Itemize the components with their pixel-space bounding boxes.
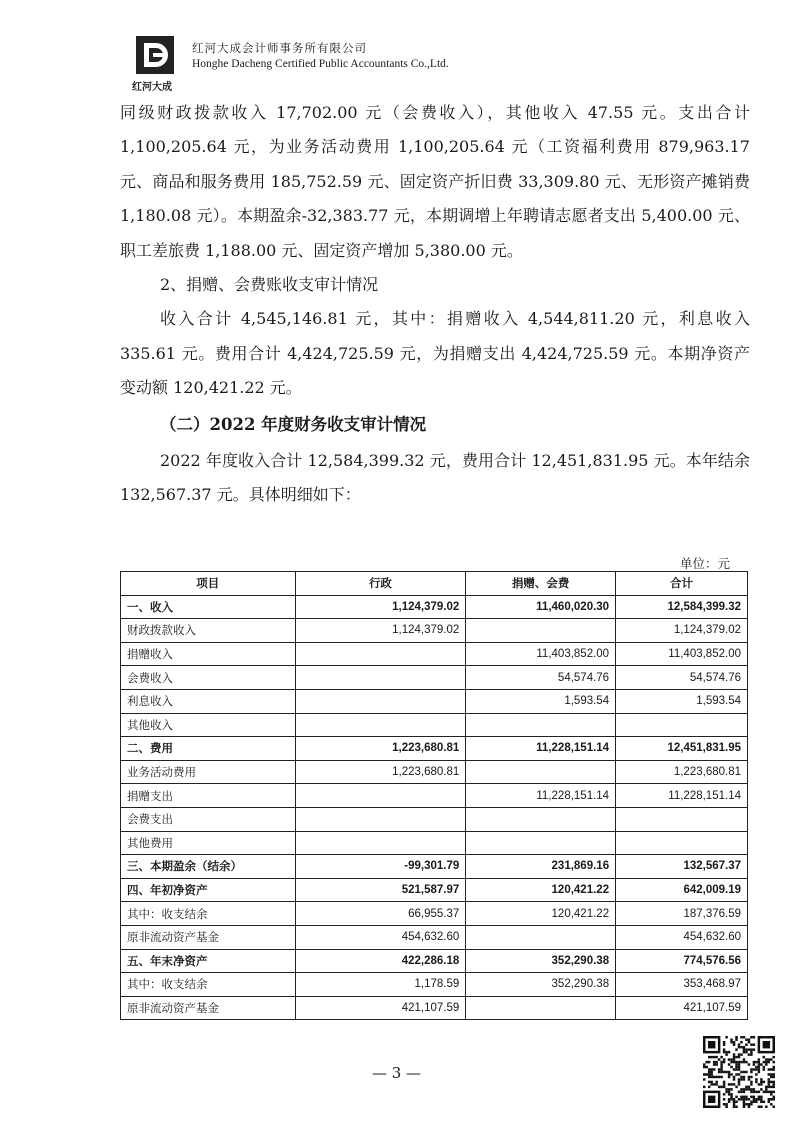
row-label-cell: 财政拨款收入	[121, 619, 296, 643]
value-cell: 1,124,379.02	[616, 619, 748, 643]
financial-table	[120, 571, 748, 1020]
report-body	[120, 96, 750, 512]
row-label-cell: 会费支出	[121, 807, 296, 831]
value-cell: 120,421.22	[466, 878, 616, 902]
value-cell: -99,301.79	[295, 855, 466, 879]
value-cell	[295, 713, 466, 737]
table-row	[121, 713, 748, 737]
row-label-cell: 一、收入	[121, 595, 296, 619]
table-row	[121, 949, 748, 973]
row-label-cell: 利息收入	[121, 689, 296, 713]
value-cell	[466, 713, 616, 737]
table-header-row	[121, 572, 748, 596]
value-cell: 132,567.37	[616, 855, 748, 879]
value-cell: 1,223,680.81	[295, 737, 466, 761]
value-cell	[295, 807, 466, 831]
value-cell	[466, 807, 616, 831]
table-row	[121, 973, 748, 997]
value-cell: 1,223,680.81	[295, 760, 466, 784]
value-cell: 353,468.97	[616, 973, 748, 997]
table-row	[121, 831, 748, 855]
value-cell	[466, 831, 616, 855]
value-cell: 11,228,151.14	[466, 737, 616, 761]
value-cell	[616, 831, 748, 855]
logo-caption: 红河大成	[132, 82, 172, 93]
table-unit-label: 单位：元	[679, 556, 730, 571]
row-label-cell: 会费收入	[121, 666, 296, 690]
table-row	[121, 689, 748, 713]
value-cell: 12,584,399.32	[616, 595, 748, 619]
value-cell	[466, 760, 616, 784]
table-row	[121, 666, 748, 690]
value-cell	[466, 619, 616, 643]
value-cell: 66,955.37	[295, 902, 466, 926]
value-cell: 11,228,151.14	[466, 784, 616, 808]
row-label-cell: 其他费用	[121, 831, 296, 855]
paragraph-donation-summary: 收入合计 4,545,146.81 元，其中：捐赠收入 4,544,811.20 元，利息收入 335.61 元。费用合计 4,424,725.59 元，为捐赠支出 4,424,725.59 元。本期净资产变动额 120,421.22 元。	[120, 309, 750, 398]
row-label-cell: 其中：收支结余	[121, 973, 296, 997]
firm-name-chinese: 红河大成会计师事务所有限公司	[192, 41, 367, 55]
value-cell: 1,593.54	[616, 689, 748, 713]
row-label-cell: 五、年末净资产	[121, 949, 296, 973]
value-cell	[295, 689, 466, 713]
letterhead	[132, 34, 656, 93]
row-label-cell: 二、费用	[121, 737, 296, 761]
value-cell: 54,574.76	[466, 666, 616, 690]
table-row	[121, 619, 748, 643]
row-label-cell: 原非流动资产基金	[121, 996, 296, 1020]
column-header: 捐赠、会费	[466, 572, 616, 596]
table-row	[121, 784, 748, 808]
value-cell: 1,124,379.02	[295, 595, 466, 619]
row-label-cell: 其中：收支结余	[121, 902, 296, 926]
value-cell: 454,632.60	[295, 925, 466, 949]
row-label-cell: 捐赠收入	[121, 642, 296, 666]
paragraph-admin-summary: 同级财政拨款收入 17,702.00 元（会费收入），其他收入 47.55 元。支出合计 1,100,205.64 元，为业务活动费用 1,100,205.64 元（工资福利费用 879,963.17 元、商品和服务费用 185,752.59 元、固定资产折旧费 33,309.80 元、无形资产摊销费 1,180.08 元）。本期盈余-32,383.77 元，本期调增上年聘请志愿者支出 5,400.00 元、职工差旅费 1,188.00 元、固定资产增加 5,380.00 元。	[120, 103, 750, 260]
table-row	[121, 855, 748, 879]
row-label-cell: 四、年初净资产	[121, 878, 296, 902]
column-header: 合计	[616, 572, 748, 596]
row-label-cell: 其他收入	[121, 713, 296, 737]
value-cell: 1,178.59	[295, 973, 466, 997]
value-cell: 120,421.22	[466, 902, 616, 926]
value-cell: 774,576.56	[616, 949, 748, 973]
qr-code-icon	[703, 1036, 775, 1108]
table-row	[121, 925, 748, 949]
value-cell: 231,869.16	[466, 855, 616, 879]
value-cell: 352,290.38	[466, 973, 616, 997]
value-cell: 422,286.18	[295, 949, 466, 973]
dacheng-logo-icon	[136, 36, 174, 74]
value-cell: 1,593.54	[466, 689, 616, 713]
value-cell: 11,228,151.14	[616, 784, 748, 808]
row-label-cell: 捐赠支出	[121, 784, 296, 808]
table-row	[121, 760, 748, 784]
table-row	[121, 902, 748, 926]
row-label-cell: 业务活动费用	[121, 760, 296, 784]
row-label-cell: 三、本期盈余（结余）	[121, 855, 296, 879]
heading-2022-audit: （二）2022 年度财务收支审计情况	[160, 414, 427, 434]
table-row	[121, 807, 748, 831]
table-row	[121, 996, 748, 1020]
column-header: 行政	[295, 572, 466, 596]
value-cell: 1,223,680.81	[616, 760, 748, 784]
heading-donation-audit: 2、捐赠、会费账收支审计情况	[160, 275, 379, 295]
value-cell	[295, 784, 466, 808]
value-cell: 642,009.19	[616, 878, 748, 902]
value-cell: 421,107.59	[295, 996, 466, 1020]
value-cell	[466, 996, 616, 1020]
firm-name-english: Honghe Dacheng Certified Public Accountants Co.,Ltd.	[192, 58, 449, 70]
table-row	[121, 878, 748, 902]
table-row	[121, 595, 748, 619]
value-cell: 54,574.76	[616, 666, 748, 690]
value-cell	[295, 666, 466, 690]
value-cell: 12,451,831.95	[616, 737, 748, 761]
value-cell: 521,587.97	[295, 878, 466, 902]
value-cell: 187,376.59	[616, 902, 748, 926]
value-cell: 11,403,852.00	[466, 642, 616, 666]
value-cell	[295, 642, 466, 666]
value-cell: 1,124,379.02	[295, 619, 466, 643]
paragraph-2022-summary: 2022 年度收入合计 12,584,399.32 元，费用合计 12,451,831.95 元。本年结余 132,567.37 元。具体明细如下：	[120, 450, 750, 505]
value-cell	[466, 925, 616, 949]
value-cell: 454,632.60	[616, 925, 748, 949]
value-cell: 11,403,852.00	[616, 642, 748, 666]
value-cell	[616, 807, 748, 831]
value-cell	[616, 713, 748, 737]
row-label-cell: 原非流动资产基金	[121, 925, 296, 949]
table-body	[121, 595, 748, 1020]
column-header: 项目	[121, 572, 296, 596]
page-number: — 3 —	[371, 1064, 422, 1082]
value-cell: 352,290.38	[466, 949, 616, 973]
table-row	[121, 642, 748, 666]
value-cell: 11,460,020.30	[466, 595, 616, 619]
value-cell	[295, 831, 466, 855]
table-row	[121, 737, 748, 761]
value-cell: 421,107.59	[616, 996, 748, 1020]
